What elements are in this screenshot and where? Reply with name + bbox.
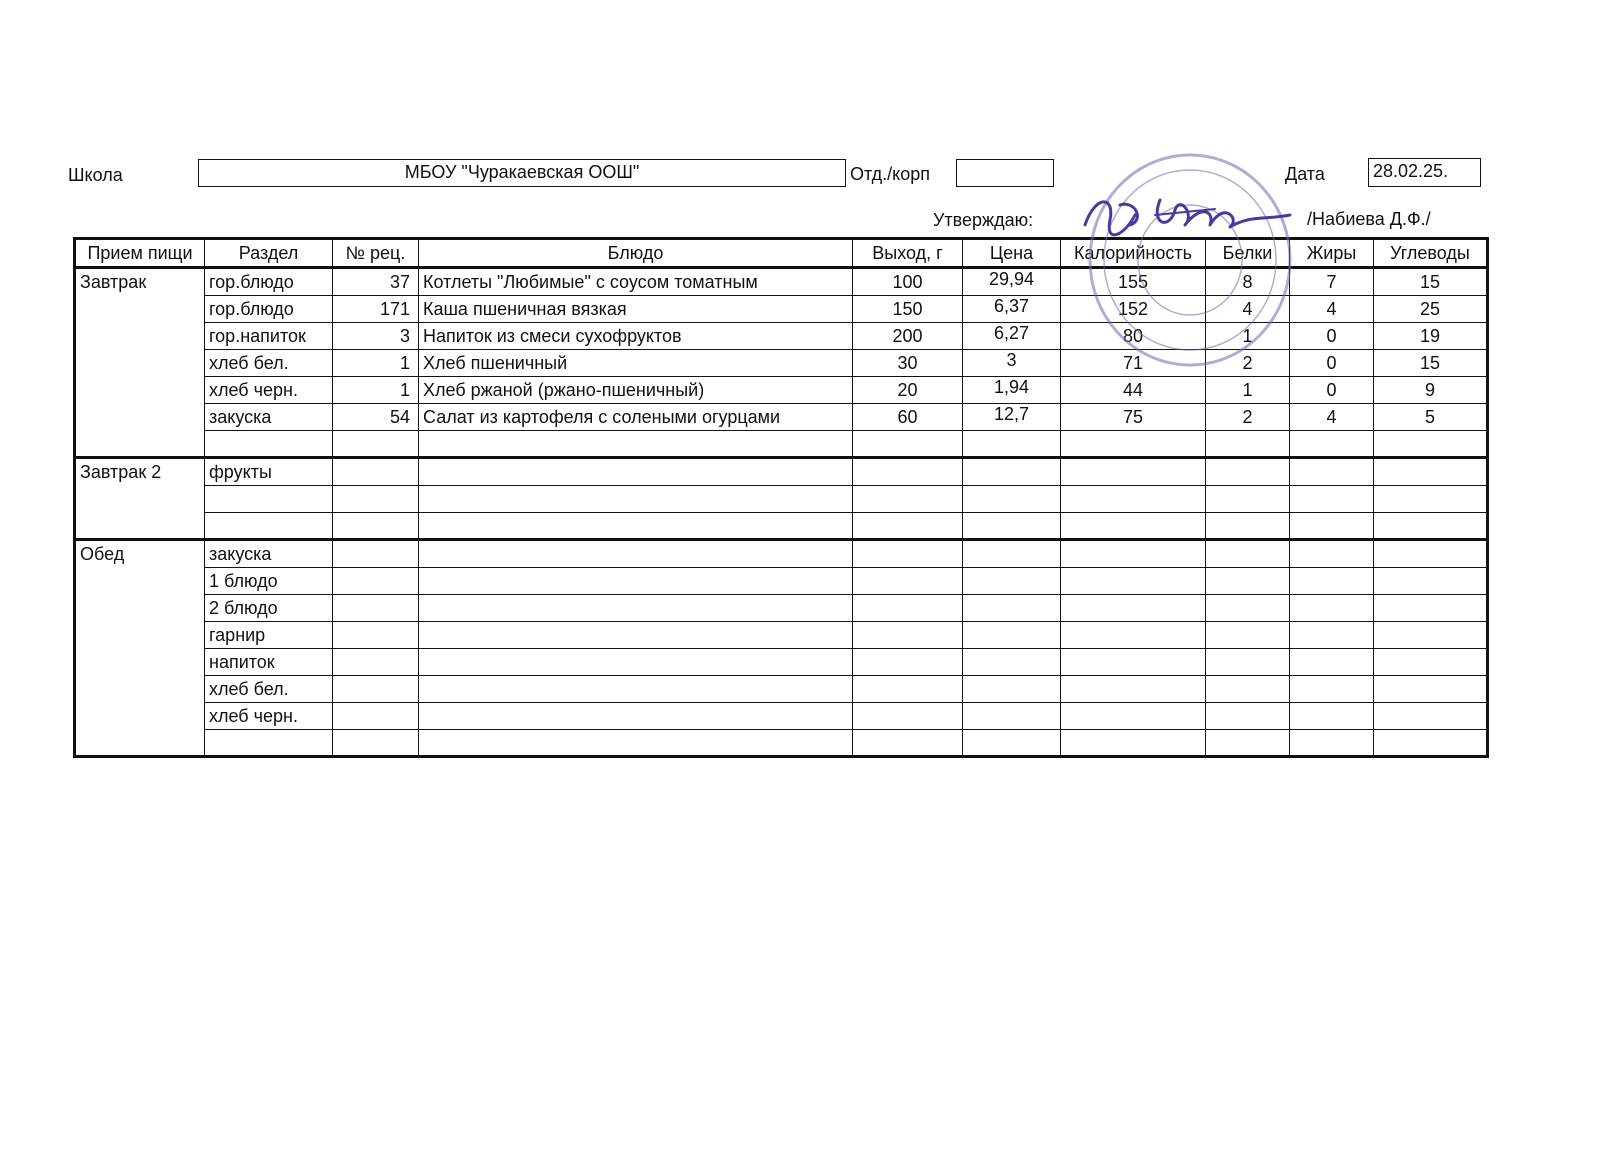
carbs-cell (1374, 595, 1488, 622)
meal-group (75, 540, 1488, 757)
price-cell: 3 (963, 350, 1061, 377)
meal-group (75, 458, 1488, 540)
price-cell: 1,94 (963, 377, 1061, 404)
yield-cell (853, 513, 963, 540)
carbs-cell: 19 (1374, 323, 1488, 350)
section-cell: хлеб бел. (205, 350, 333, 377)
yield-cell (853, 540, 963, 568)
table-row (75, 730, 1488, 757)
yield-cell: 150 (853, 296, 963, 323)
price-cell (963, 513, 1061, 540)
price-cell (963, 595, 1061, 622)
protein-cell: 1 (1206, 377, 1290, 404)
yield-cell: 20 (853, 377, 963, 404)
fat-cell: 4 (1290, 404, 1374, 431)
section-cell: 1 блюдо (205, 568, 333, 595)
protein-cell (1206, 513, 1290, 540)
protein-cell (1206, 568, 1290, 595)
section-cell: фрукты (205, 458, 333, 486)
section-cell: гор.блюдо (205, 296, 333, 323)
branch-label: Отд./корп (850, 164, 930, 184)
protein-cell (1206, 676, 1290, 703)
section-cell: хлеб бел. (205, 676, 333, 703)
dish-cell: Хлеб ржаной (ржано-пшеничный) (419, 377, 853, 404)
carbs-cell (1374, 730, 1488, 757)
signature-icon (1075, 185, 1295, 245)
date-label: Дата (1285, 164, 1325, 184)
fat-cell (1290, 649, 1374, 676)
price-cell (963, 431, 1061, 458)
yield-cell: 60 (853, 404, 963, 431)
price-cell (963, 622, 1061, 649)
section-cell: напиток (205, 649, 333, 676)
carbs-cell (1374, 513, 1488, 540)
yield-cell (853, 458, 963, 486)
calories-cell (1061, 730, 1206, 757)
yield-cell (853, 486, 963, 513)
price-cell (963, 703, 1061, 730)
dish-cell (419, 622, 853, 649)
price-cell (963, 730, 1061, 757)
col-protein-header: Белки (1206, 239, 1290, 268)
dish-cell (419, 540, 853, 568)
calories-cell (1061, 622, 1206, 649)
protein-cell: 2 (1206, 404, 1290, 431)
recipe-number-cell (333, 622, 419, 649)
dish-cell (419, 676, 853, 703)
price-cell: 12,7 (963, 404, 1061, 431)
carbs-cell (1374, 649, 1488, 676)
table-row (75, 676, 1488, 703)
calories-cell: 80 (1061, 323, 1206, 350)
fat-cell: 0 (1290, 350, 1374, 377)
price-cell (963, 540, 1061, 568)
section-cell: гарнир (205, 622, 333, 649)
carbs-cell (1374, 486, 1488, 513)
carbs-cell (1374, 703, 1488, 730)
meal-cell: Завтрак 2 (75, 458, 205, 540)
table-row (75, 540, 1488, 568)
dish-cell: Напиток из смеси сухофруктов (419, 323, 853, 350)
protein-cell: 8 (1206, 268, 1290, 296)
protein-cell (1206, 649, 1290, 676)
fat-cell: 4 (1290, 296, 1374, 323)
calories-cell (1061, 513, 1206, 540)
protein-cell (1206, 458, 1290, 486)
calories-cell (1061, 649, 1206, 676)
school-label: Школа (68, 165, 123, 185)
carbs-cell (1374, 676, 1488, 703)
dish-cell (419, 486, 853, 513)
table-row (75, 568, 1488, 595)
date-field: 28.02.25. (1368, 158, 1481, 187)
approver-name: /Набиева Д.Ф./ (1307, 209, 1431, 229)
dish-cell (419, 730, 853, 757)
recipe-number-cell (333, 703, 419, 730)
section-cell (205, 486, 333, 513)
price-cell (963, 458, 1061, 486)
yield-cell (853, 568, 963, 595)
recipe-number-cell: 3 (333, 323, 419, 350)
section-cell: закуска (205, 404, 333, 431)
protein-cell: 2 (1206, 350, 1290, 377)
dish-cell: Котлеты "Любимые" с соусом томатным (419, 268, 853, 296)
table-row (75, 458, 1488, 486)
table-row (75, 622, 1488, 649)
yield-cell (853, 676, 963, 703)
recipe-number-cell (333, 540, 419, 568)
fat-cell: 0 (1290, 323, 1374, 350)
col-yield-header: Выход, г (853, 239, 963, 268)
col-meal-header: Прием пищи (75, 239, 205, 268)
protein-cell (1206, 431, 1290, 458)
section-cell: гор.блюдо (205, 268, 333, 296)
table-row (75, 377, 1488, 404)
dish-cell: Салат из картофеля с солеными огурцами (419, 404, 853, 431)
yield-cell (853, 431, 963, 458)
dish-cell (419, 595, 853, 622)
protein-cell (1206, 486, 1290, 513)
recipe-number-cell (333, 458, 419, 486)
calories-cell (1061, 431, 1206, 458)
carbs-cell (1374, 540, 1488, 568)
section-cell: 2 блюдо (205, 595, 333, 622)
dish-cell (419, 513, 853, 540)
carbs-cell: 15 (1374, 350, 1488, 377)
fat-cell (1290, 730, 1374, 757)
section-cell: хлеб черн. (205, 377, 333, 404)
protein-cell (1206, 730, 1290, 757)
school-name-field: МБОУ "Чуракаевская ООШ" (198, 159, 846, 187)
carbs-cell: 9 (1374, 377, 1488, 404)
recipe-number-cell (333, 649, 419, 676)
dish-cell: Хлеб пшеничный (419, 350, 853, 377)
table-row (75, 431, 1488, 458)
yield-cell (853, 649, 963, 676)
table-row (75, 486, 1488, 513)
branch-field (956, 159, 1054, 187)
fat-cell (1290, 595, 1374, 622)
section-cell: хлеб черн. (205, 703, 333, 730)
protein-cell: 1 (1206, 323, 1290, 350)
recipe-number-cell: 1 (333, 350, 419, 377)
carbs-cell (1374, 431, 1488, 458)
table-row (75, 513, 1488, 540)
yield-cell: 100 (853, 268, 963, 296)
approval-label: Утверждаю: (933, 210, 1034, 230)
carbs-cell (1374, 622, 1488, 649)
recipe-number-cell (333, 513, 419, 540)
col-price-header: Цена (963, 239, 1061, 268)
fat-cell (1290, 458, 1374, 486)
protein-cell (1206, 540, 1290, 568)
carbs-cell: 25 (1374, 296, 1488, 323)
calories-cell: 71 (1061, 350, 1206, 377)
recipe-number-cell (333, 730, 419, 757)
price-cell (963, 649, 1061, 676)
recipe-number-cell (333, 486, 419, 513)
fat-cell (1290, 568, 1374, 595)
yield-cell: 200 (853, 323, 963, 350)
yield-cell (853, 595, 963, 622)
fat-cell: 0 (1290, 377, 1374, 404)
recipe-number-cell (333, 431, 419, 458)
dish-cell (419, 431, 853, 458)
carbs-cell (1374, 458, 1488, 486)
price-cell (963, 676, 1061, 703)
table-row (75, 649, 1488, 676)
calories-cell: 152 (1061, 296, 1206, 323)
col-section-header: Раздел (205, 239, 333, 268)
calories-cell (1061, 676, 1206, 703)
recipe-number-cell: 54 (333, 404, 419, 431)
carbs-cell: 5 (1374, 404, 1488, 431)
calories-cell (1061, 703, 1206, 730)
protein-cell: 4 (1206, 296, 1290, 323)
table-row (75, 595, 1488, 622)
dish-cell (419, 568, 853, 595)
section-cell (205, 513, 333, 540)
yield-cell: 30 (853, 350, 963, 377)
col-calories-header: Калорийность (1061, 239, 1206, 268)
meal-cell: Обед (75, 540, 205, 757)
dish-cell (419, 649, 853, 676)
fat-cell (1290, 622, 1374, 649)
protein-cell (1206, 595, 1290, 622)
col-carbs-header: Углеводы (1374, 239, 1488, 268)
dish-cell (419, 458, 853, 486)
calories-cell (1061, 458, 1206, 486)
meal-cell: Завтрак (75, 268, 205, 458)
fat-cell (1290, 676, 1374, 703)
col-recipe-header: № рец. (333, 239, 419, 268)
yield-cell (853, 703, 963, 730)
col-fat-header: Жиры (1290, 239, 1374, 268)
calories-cell (1061, 568, 1206, 595)
calories-cell: 44 (1061, 377, 1206, 404)
protein-cell (1206, 703, 1290, 730)
section-cell (205, 431, 333, 458)
price-cell (963, 568, 1061, 595)
section-cell (205, 730, 333, 757)
price-cell (963, 486, 1061, 513)
recipe-number-cell (333, 568, 419, 595)
yield-cell (853, 730, 963, 757)
price-cell: 6,37 (963, 296, 1061, 323)
recipe-number-cell (333, 595, 419, 622)
section-cell: гор.напиток (205, 323, 333, 350)
recipe-number-cell: 1 (333, 377, 419, 404)
yield-cell (853, 622, 963, 649)
calories-cell: 155 (1061, 268, 1206, 296)
fat-cell (1290, 540, 1374, 568)
protein-cell (1206, 622, 1290, 649)
fat-cell: 7 (1290, 268, 1374, 296)
recipe-number-cell: 37 (333, 268, 419, 296)
fat-cell (1290, 486, 1374, 513)
fat-cell (1290, 431, 1374, 458)
seal-stamp-icon (1085, 150, 1295, 370)
table-row (75, 404, 1488, 431)
section-cell: закуска (205, 540, 333, 568)
calories-cell (1061, 486, 1206, 513)
recipe-number-cell: 171 (333, 296, 419, 323)
calories-cell: 75 (1061, 404, 1206, 431)
carbs-cell: 15 (1374, 268, 1488, 296)
carbs-cell (1374, 568, 1488, 595)
col-dish-header: Блюдо (419, 239, 853, 268)
dish-cell (419, 703, 853, 730)
calories-cell (1061, 595, 1206, 622)
price-cell: 29,94 (963, 268, 1061, 296)
price-cell: 6,27 (963, 323, 1061, 350)
calories-cell (1061, 540, 1206, 568)
dish-cell: Каша пшеничная вязкая (419, 296, 853, 323)
table-row (75, 703, 1488, 730)
fat-cell (1290, 703, 1374, 730)
recipe-number-cell (333, 676, 419, 703)
fat-cell (1290, 513, 1374, 540)
